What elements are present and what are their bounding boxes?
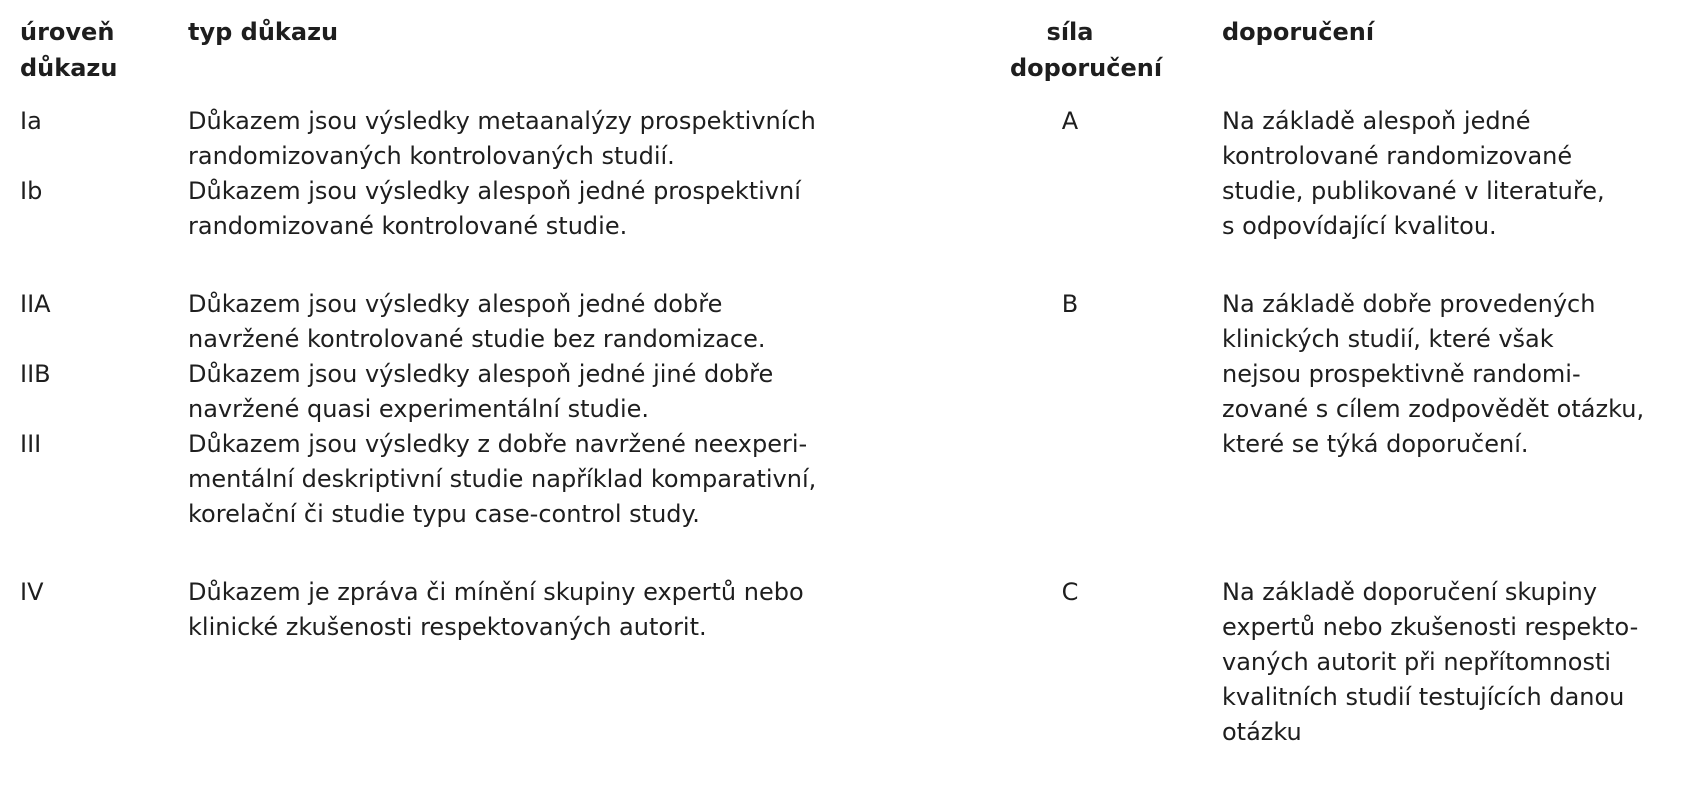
evidence-type-cell xyxy=(188,174,801,244)
level-cell: Ib xyxy=(20,177,43,205)
evidence-type-cell xyxy=(188,104,816,174)
evidence-type-line: mentální deskriptivní studie například komparativní, xyxy=(188,465,817,493)
evidence-type-line: Důkazem jsou výsledky metaanalýzy prospektivních xyxy=(188,107,816,135)
level-cell: Ia xyxy=(20,107,42,135)
evidence-type-line: korelační či studie typu case-control study. xyxy=(188,500,700,528)
header-strength-line: síla xyxy=(1046,18,1094,46)
evidence-type-cell xyxy=(188,357,773,427)
strength-cell: C xyxy=(1061,578,1079,606)
evidence-type-line: Důkazem jsou výsledky alespoň jedné jiné dobře xyxy=(188,360,774,388)
evidence-type-line: Důkazem je zpráva či mínění skupiny expertů nebo xyxy=(188,578,804,606)
header-level-line: úroveň xyxy=(20,18,115,46)
header-type-line: typ důkazu xyxy=(188,18,339,46)
recommendation-line: kontrolované randomizované xyxy=(1222,142,1573,170)
recommendation-cell xyxy=(1222,575,1638,750)
recommendation-line: otázku xyxy=(1222,718,1302,746)
recommendation-line: s odpovídající kvalitou. xyxy=(1222,212,1497,240)
evidence-type-line: klinické zkušenosti respektovaných autorit. xyxy=(188,613,707,641)
header-type-of-evidence xyxy=(188,14,338,50)
header-level-line: důkazu xyxy=(20,54,118,82)
recommendation-line: Na základě doporučení skupiny xyxy=(1222,578,1598,606)
evidence-type-line: Důkazem jsou výsledky z dobře navržené neexperi- xyxy=(188,430,808,458)
recommendation-line: které se týká doporučení. xyxy=(1222,430,1529,458)
header-recommendation-line: doporučení xyxy=(1222,18,1375,46)
recommendation-line: Na základě alespoň jedné xyxy=(1222,107,1531,135)
evidence-type-cell xyxy=(188,287,766,357)
header-strength-of-recommendation xyxy=(1010,14,1163,86)
header-level-of-evidence xyxy=(20,14,117,86)
strength-cell: B xyxy=(1061,290,1079,318)
strength-cell: A xyxy=(1061,107,1079,135)
level-cell: IIB xyxy=(20,360,51,388)
recommendation-cell xyxy=(1222,287,1644,462)
recommendation-line: zované s cílem zodpovědět otázku, xyxy=(1222,395,1645,423)
recommendation-line: klinických studií, které však xyxy=(1222,325,1554,353)
evidence-type-line: Důkazem jsou výsledky alespoň jedné dobře xyxy=(188,290,723,318)
evidence-type-cell xyxy=(188,427,816,532)
evidence-type-line: navržené quasi experimentální studie. xyxy=(188,395,650,423)
recommendation-line: Na základě dobře provedených xyxy=(1222,290,1596,318)
header-recommendation xyxy=(1222,14,1374,50)
recommendation-line: kvalitních studií testujících danou xyxy=(1222,683,1625,711)
evidence-type-cell xyxy=(188,575,804,645)
header-strength-line: doporučení xyxy=(1010,54,1163,82)
level-cell: IV xyxy=(20,578,44,606)
evidence-type-line: Důkazem jsou výsledky alespoň jedné prospektivní xyxy=(188,177,801,205)
recommendation-cell xyxy=(1222,104,1605,244)
recommendation-line: studie, publikované v literatuře, xyxy=(1222,177,1605,205)
level-cell: IIA xyxy=(20,290,51,318)
recommendation-line: vaných autorit při nepřítomnosti xyxy=(1222,648,1612,676)
evidence-type-line: randomizovaných kontrolovaných studií. xyxy=(188,142,675,170)
recommendation-line: nejsou prospektivně randomi- xyxy=(1222,360,1581,388)
evidence-type-line: navržené kontrolované studie bez randomizace. xyxy=(188,325,766,353)
level-cell: III xyxy=(20,430,42,458)
evidence-type-line: randomizované kontrolované studie. xyxy=(188,212,628,240)
recommendation-line: expertů nebo zkušenosti respekto- xyxy=(1222,613,1639,641)
